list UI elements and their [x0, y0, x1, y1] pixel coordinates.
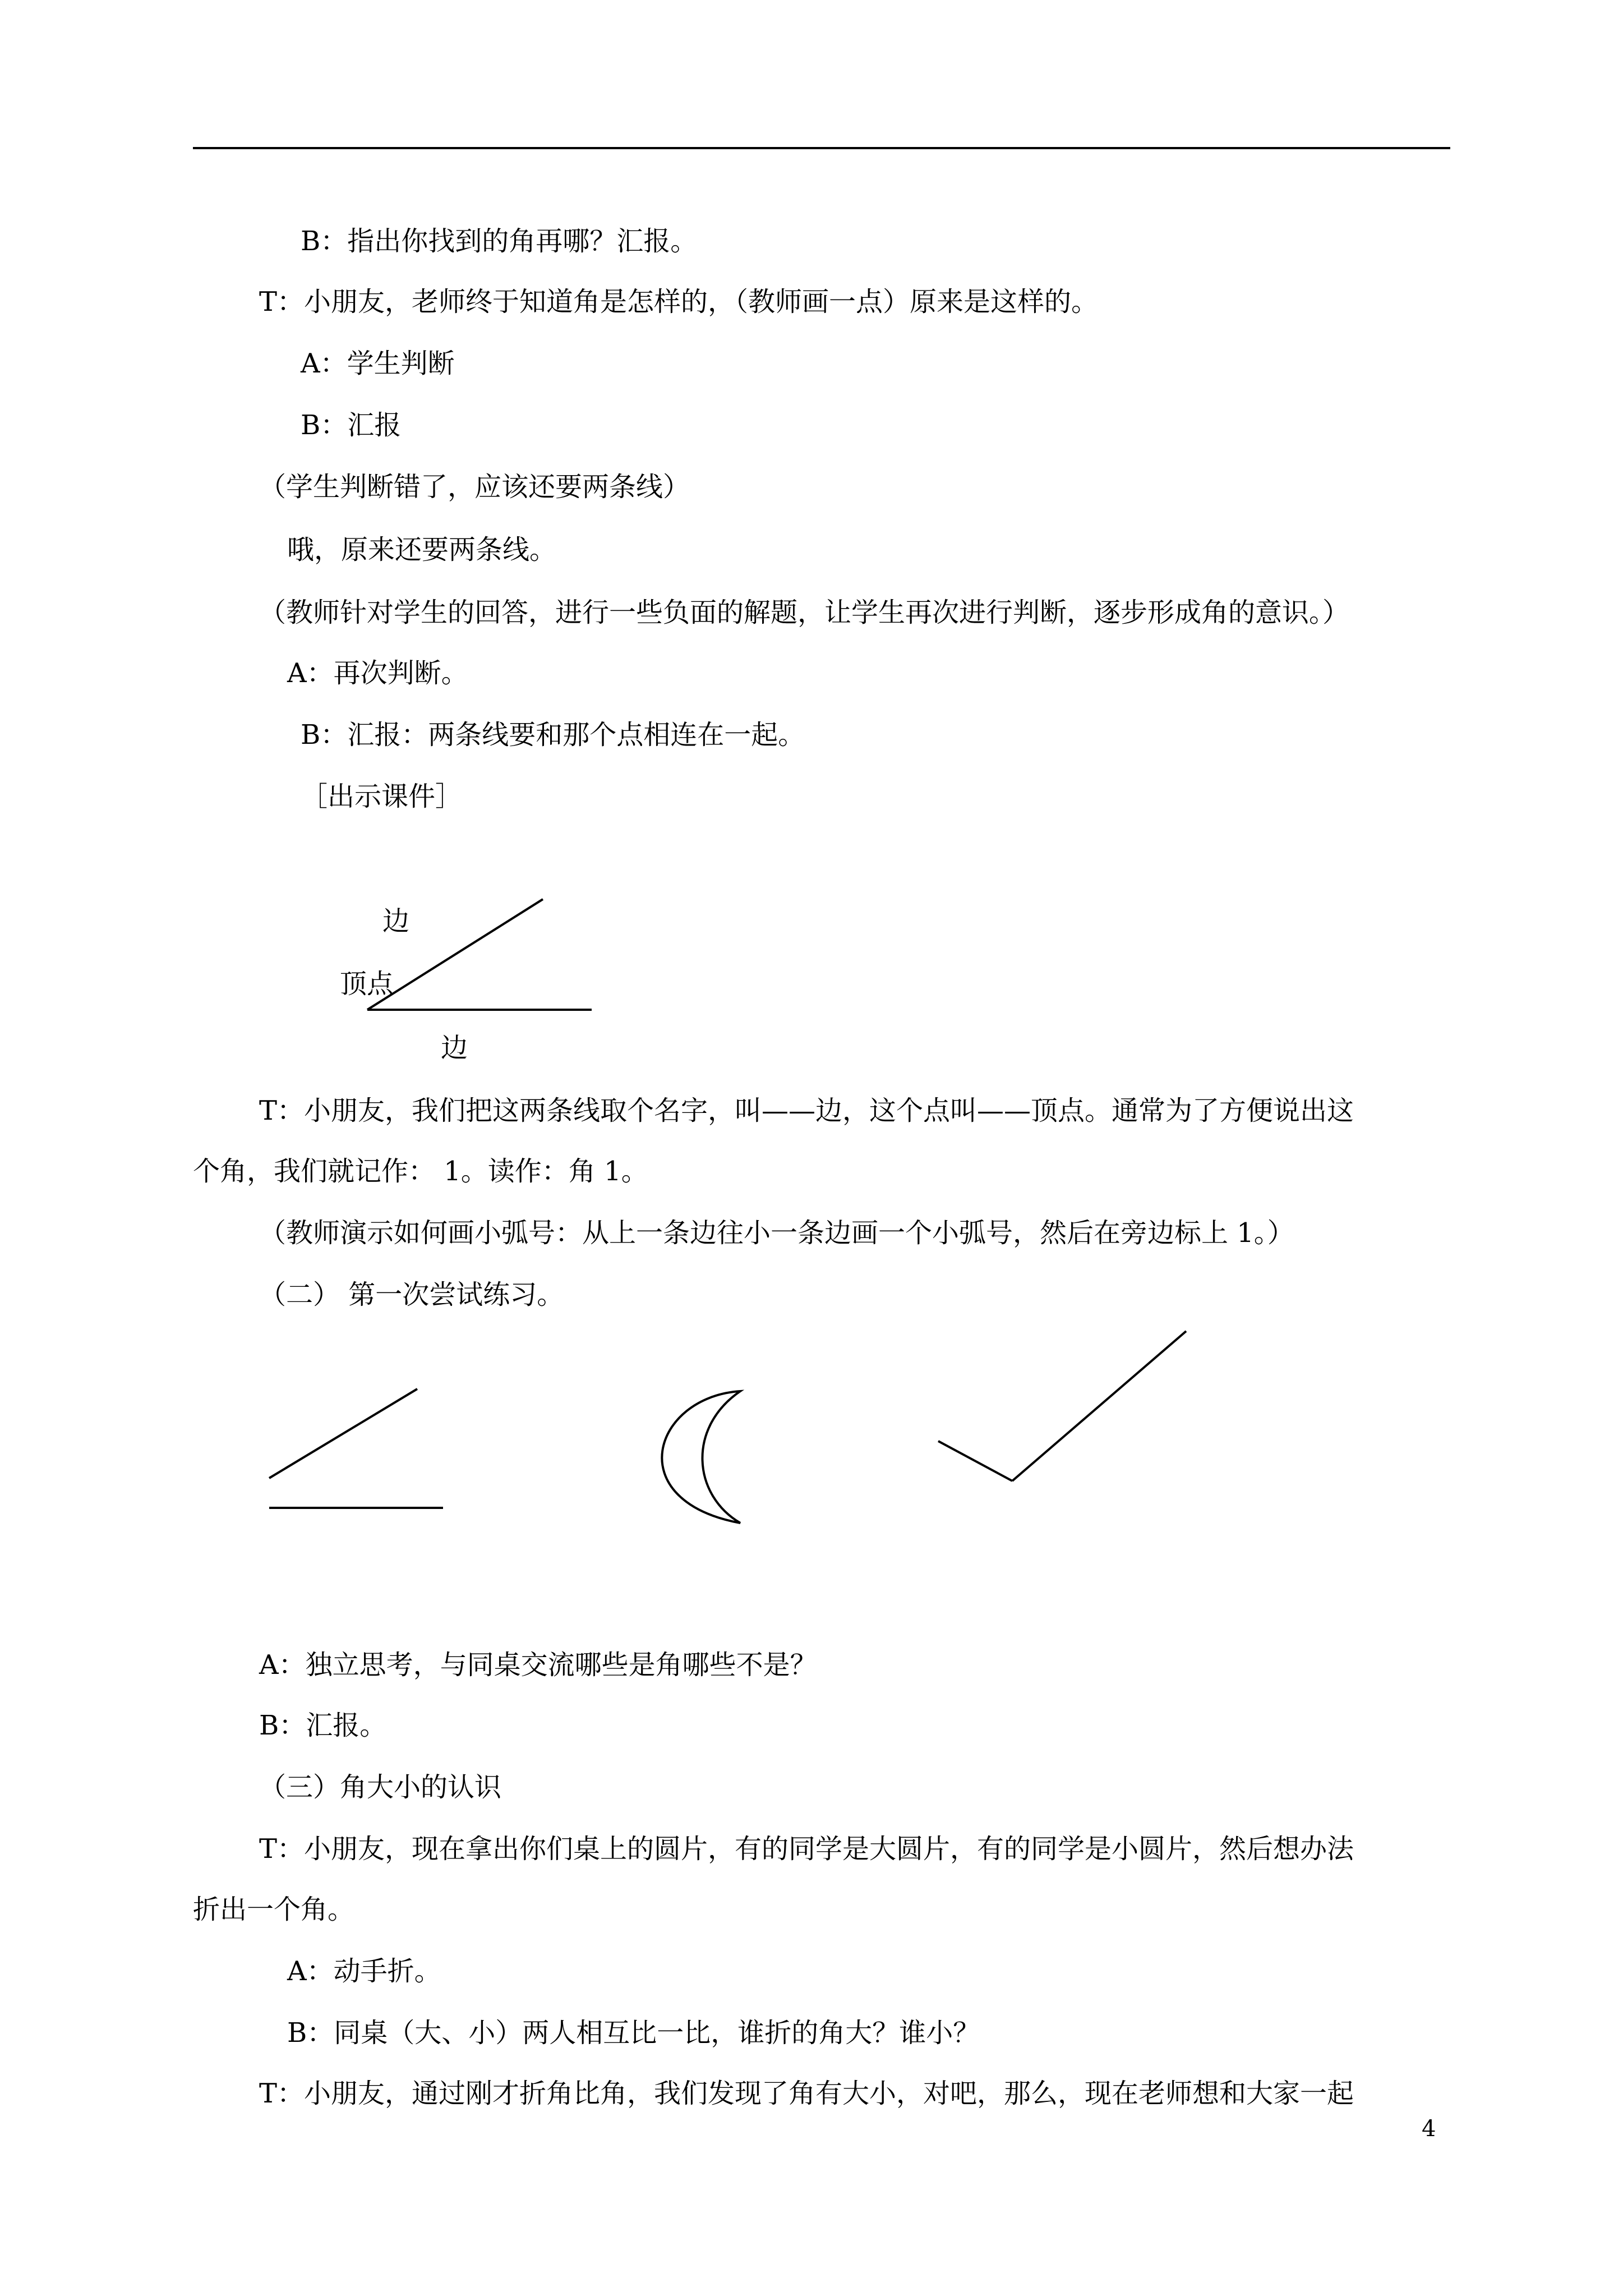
figure-crescent: [631, 1388, 754, 1529]
label-vertex: 顶点: [340, 968, 394, 1000]
label-side-bottom: 边: [441, 1032, 468, 1064]
page-number: 4: [1422, 2116, 1436, 2142]
paragraph: （二） 第一次尝试练习。: [259, 1279, 564, 1310]
paragraph: 个角，我们就记作： 1。读作：角 1。: [193, 1156, 648, 1187]
paragraph: B：同桌（大、小）两人相互比一比，谁折的角大？谁小？: [287, 2017, 980, 2049]
paragraph: （三）角大小的认识: [259, 1772, 502, 1803]
figure-open-lines: [264, 1386, 449, 1515]
paragraph: T：小朋友，通过刚才折角比角，我们发现了角有大小，对吧，那么，现在老师想和大家一起: [259, 2078, 1354, 2109]
paragraph: A：再次判断。: [287, 657, 468, 689]
paragraph: （教师演示如何画小弧号：从上一条边往小一条边画一个小弧号，然后在旁边标上 1。）: [259, 1217, 1294, 1249]
label-side-top: 边: [382, 905, 410, 937]
paragraph: ［出示课件］: [301, 781, 463, 812]
paragraph: T：小朋友，老师终于知道角是怎样的，（教师画一点）原来是这样的。: [259, 286, 1099, 318]
paragraph: A：动手折。: [287, 1955, 441, 1987]
paragraph: T：小朋友，我们把这两条线取个名字，叫——边，这个点叫——顶点。通常为了方便说出这: [259, 1095, 1354, 1126]
figure-check-angle: [934, 1327, 1192, 1489]
paragraph: （教师针对学生的回答，进行一些负面的解题，让学生再次进行判断，逐步形成角的意识。）: [259, 597, 1350, 628]
paragraph: B：汇报: [301, 409, 402, 441]
paragraph: T：小朋友，现在拿出你们桌上的圆片，有的同学是大圆片，有的同学是小圆片，然后想办法: [259, 1833, 1354, 1865]
paragraph: A：学生判断: [301, 348, 455, 379]
paragraph: B：汇报：两条线要和那个点相连在一起。: [301, 719, 805, 751]
paragraph: 折出一个角。: [193, 1894, 355, 1925]
paragraph: B：指出你找到的角再哪？汇报。: [301, 226, 698, 257]
paragraph: A：独立思考，与同桌交流哪些是角哪些不是？: [259, 1649, 817, 1681]
header-rule: [193, 147, 1450, 149]
paragraph: 哦，原来还要两条线。: [287, 534, 557, 565]
angle-diagram: [336, 886, 606, 1021]
paragraph: B：汇报。: [259, 1710, 387, 1741]
paragraph: （学生判断错了，应该还要两条线）: [259, 471, 690, 503]
